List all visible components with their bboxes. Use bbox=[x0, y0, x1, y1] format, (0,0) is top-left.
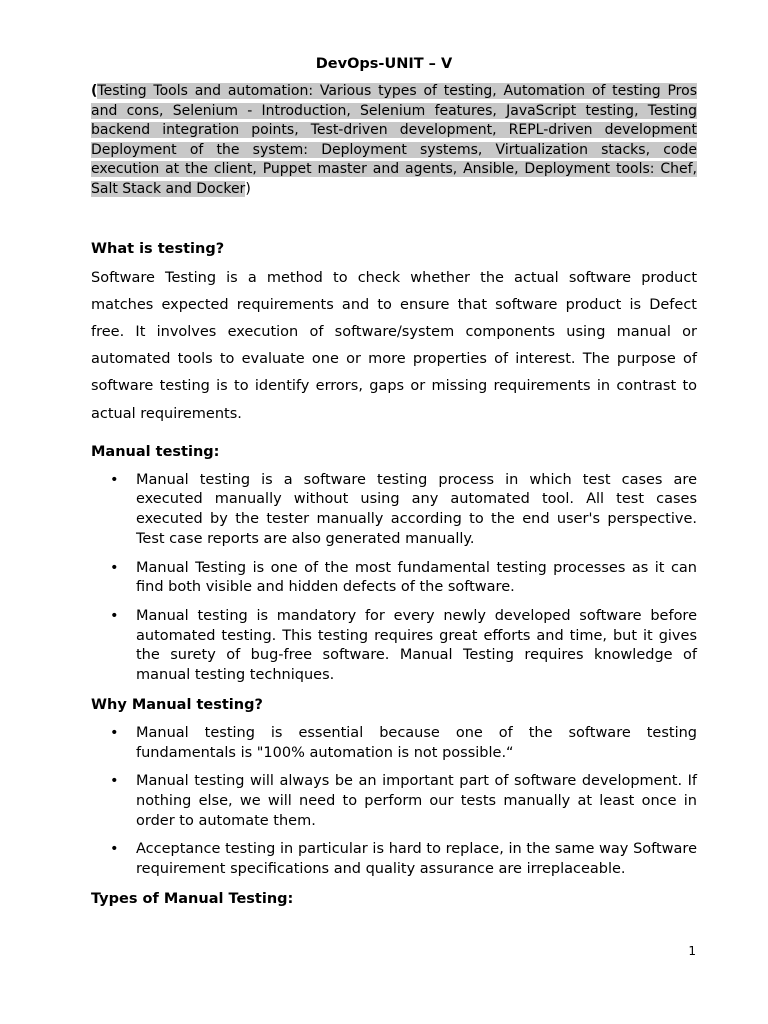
list-item-text: Manual Testing is one of the most fundamental testing processes as it can find both visible and hidden defects of the software. bbox=[136, 559, 697, 596]
bullet-icon: • bbox=[110, 841, 119, 858]
list-item bbox=[91, 772, 697, 831]
syllabus-close-paren: ) bbox=[245, 180, 251, 197]
document-title: DevOps-UNIT – V bbox=[315, 56, 453, 72]
list-item-text: Manual testing is essential because one of the software testing fundamentals is "100% automation is not possible.“ bbox=[136, 724, 697, 761]
bullet-icon: • bbox=[110, 559, 119, 576]
list-item bbox=[91, 724, 697, 763]
why-manual-testing-list bbox=[91, 724, 697, 880]
what-is-testing-paragraph: Software Testing is a method to check whether the actual software product matches expected requirements and to ensure that software product is Defect free. It involves execution of software/system components using manual or automated tools to evaluate one or more properties of interest. The purpose of software testing is to identify errors, gaps or missing requirements in contrast to actual requirements. bbox=[91, 269, 697, 422]
list-item bbox=[91, 559, 697, 598]
page-number: 1 bbox=[688, 944, 696, 958]
list-item-text: Manual testing will always be an important part of software development. If nothing else, we will need to perform our tests manually at least once in order to automate them. bbox=[136, 773, 697, 829]
syllabus-highlighted-text: Testing Tools and automation: Various types of testing, Automation of testing Pros and cons, Selenium - Introduction, Selenium features, JavaScript testing, Testing backend integration points, Test-driven development, REPL-driven development Deployment of the system: Deployment systems, Virtualization stacks, code execution at the client, Puppet master and agents, Ansible, Deployment tools: Chef, Salt Stack and Docker bbox=[91, 83, 697, 197]
syllabus-open-paren: ( bbox=[91, 83, 98, 99]
bullet-icon: • bbox=[110, 608, 119, 624]
bullet-icon: • bbox=[110, 471, 119, 488]
bullet-icon: • bbox=[110, 724, 119, 741]
heading-why-manual-testing: Why Manual testing? bbox=[91, 696, 263, 713]
list-item-text: Manual testing is a software testing process in which test cases are executed manually without using any automated tool. All test cases executed by the tester manually according to the end user's perspective. Test case reports are also generated manually. bbox=[136, 471, 697, 547]
bullet-icon: • bbox=[110, 773, 119, 790]
list-item bbox=[91, 607, 697, 686]
manual-testing-list bbox=[91, 471, 697, 686]
document-body bbox=[91, 82, 697, 909]
list-item bbox=[91, 840, 697, 879]
heading-what-is-testing: What is testing? bbox=[91, 240, 225, 257]
syllabus-paragraph bbox=[91, 82, 697, 200]
list-item-text: Acceptance testing in particular is hard to replace, in the same way Software requirement specifications and quality assurance are irreplaceable. bbox=[136, 841, 697, 878]
list-item-text: Manual testing is mandatory for every newly developed software before automated testing. This testing requires great efforts and time, but it gives the surety of bug-free software. Manual Testing requires knowledge of manual testing techniques. bbox=[136, 608, 697, 684]
heading-types-of-manual-testing: Types of Manual Testing: bbox=[91, 890, 294, 907]
list-item bbox=[91, 471, 697, 550]
heading-manual-testing: Manual testing: bbox=[91, 443, 220, 460]
